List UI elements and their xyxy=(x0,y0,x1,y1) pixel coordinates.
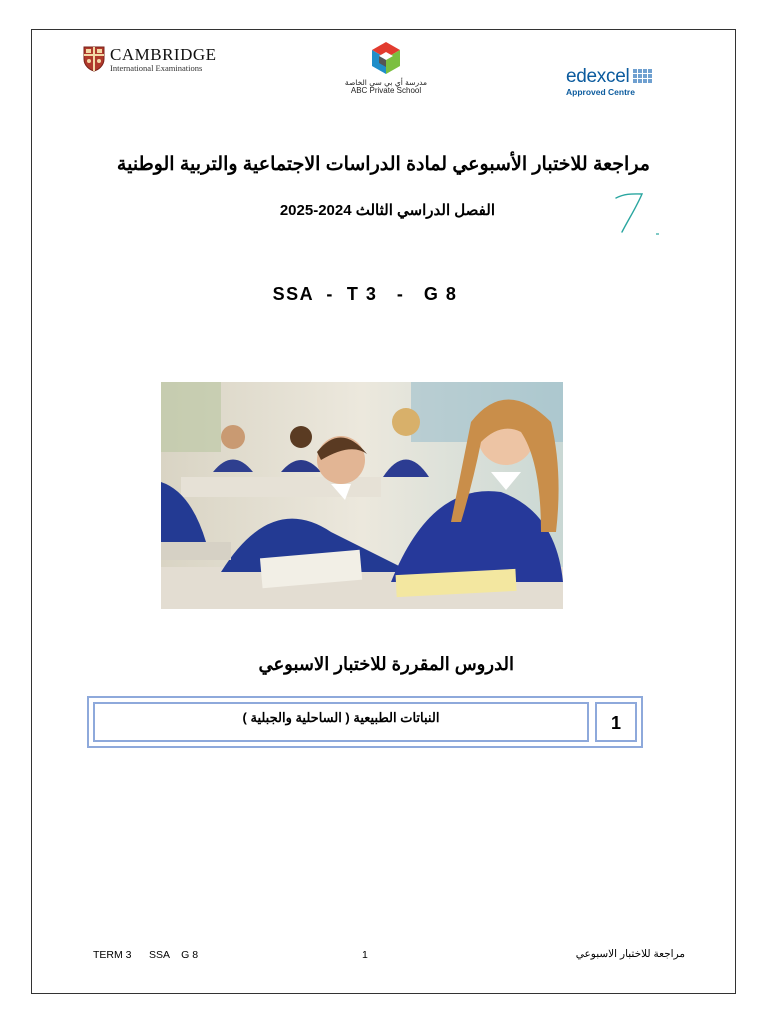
handwritten-mark-text: 7 xyxy=(612,190,613,191)
footer-right-label: مراجعة للاختبار الاسبوعي xyxy=(575,948,685,960)
students-writing-image xyxy=(161,382,563,609)
lessons-table xyxy=(87,696,643,748)
cambridge-name: CAMBRIDGE xyxy=(110,45,217,64)
school-logo xyxy=(336,40,436,102)
footer-page-number: 1 xyxy=(362,949,368,961)
edexcel-subtitle: Approved Centre xyxy=(566,87,635,97)
lessons-heading: الدروس المقررة للاختبار الاسبوعي xyxy=(258,654,514,674)
handwritten-mark xyxy=(612,190,664,240)
cambridge-shield-icon xyxy=(83,46,105,72)
edexcel-logo xyxy=(566,66,676,98)
school-english-name: ABC Private School xyxy=(350,86,422,96)
edexcel-name: edexcel xyxy=(566,66,630,87)
lesson-number-cell: 1 xyxy=(595,702,637,742)
footer-left-label: TERM 3 SSA G 8 xyxy=(93,949,199,961)
handwritten-seven-icon xyxy=(612,190,664,240)
document-subtitle: الفصل الدراسي الثالث 2024-2025 xyxy=(279,202,495,219)
classroom-photo xyxy=(161,382,563,609)
lesson-title-cell: النباتات الطبيعية ( الساحلية والجبلية ) xyxy=(93,702,589,742)
subject-code: SSA - T 3 - G 8 xyxy=(272,284,458,304)
cambridge-subtitle: International Examinations xyxy=(110,63,203,73)
document-title: مراجعة للاختبار الأسبوعي لمادة الدراسات الاجتماعية والتربية الوطنية xyxy=(116,154,650,175)
school-cube-icon xyxy=(369,40,403,78)
school-arabic-name: مدرسة أي بي سي الخاصة xyxy=(344,78,428,87)
edexcel-grid-icon xyxy=(633,69,653,85)
cambridge-logo xyxy=(83,46,217,78)
